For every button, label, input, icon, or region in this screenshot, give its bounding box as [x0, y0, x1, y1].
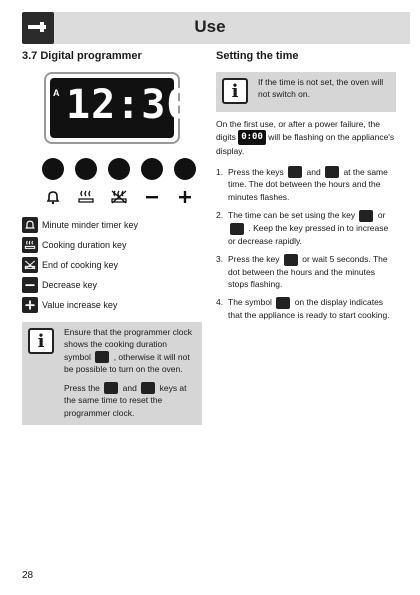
knob-button[interactable] [75, 158, 97, 180]
plus-icon [174, 188, 196, 206]
cooking-duration-icon [276, 297, 290, 309]
end-cooking-icon [284, 254, 298, 266]
intro-paragraph: On the first use, or after a power failure, the digits 0:00 will be flashing on the appliance's display. [216, 119, 395, 157]
end-cooking-icon [108, 188, 130, 206]
info-paragraph: Ensure that the programmer clock shows the cooking duration symbol , otherwise it will not be possible to turn on the oven. [64, 327, 193, 375]
key-label: End of cooking key [42, 260, 119, 270]
list-item: 2. The time can be set using the key or . Keep the key pressed in to increase or decrease rapidly. [216, 210, 389, 246]
list-item: 4. The symbol on the display indicates that the appliance is ready to start cooking. [216, 297, 390, 320]
minus-icon [22, 277, 38, 293]
left-column [22, 50, 202, 425]
section-title: 3.7 Digital programmer [22, 50, 142, 62]
knob-button[interactable] [141, 158, 163, 180]
bell-icon [22, 217, 38, 233]
knob-button[interactable] [108, 158, 130, 180]
list-item: 3. Press the key or wait 5 seconds. The dot between the hours and the minutes stops flashing. [216, 253, 388, 289]
end-cooking-icon [141, 382, 155, 394]
plus-icon [22, 297, 38, 313]
list-item [22, 216, 202, 234]
key-label: Cooking duration key [42, 240, 127, 250]
minus-icon [359, 210, 373, 222]
list-item [22, 296, 202, 314]
right-column [216, 50, 396, 327]
info-icon: i [28, 328, 54, 354]
key-label: Decrease key [42, 280, 98, 290]
cooking-duration-icon [288, 166, 302, 178]
header-title: Use [194, 17, 226, 36]
info-icon: i [222, 78, 248, 104]
end-cooking-icon [325, 166, 339, 178]
info-note [22, 322, 202, 425]
page-header [0, 12, 420, 44]
info-note: i If the time is not set, the oven will not switch on. [216, 72, 396, 112]
cooking-duration-icon [104, 382, 118, 394]
key-label: Minute minder timer key [42, 220, 139, 230]
bell-icon [42, 188, 64, 206]
page-number: 28 [22, 570, 34, 581]
step-list [216, 166, 396, 322]
end-cooking-icon [22, 257, 38, 273]
display-letter: A [53, 88, 60, 98]
programmer-display [44, 72, 192, 144]
cooking-duration-icon [95, 351, 109, 363]
list-item [22, 256, 202, 274]
key-legend [22, 216, 202, 314]
cooking-duration-icon [22, 237, 38, 253]
list-item [22, 276, 202, 294]
key-label: Value increase key [42, 300, 118, 310]
programmer-keys [42, 158, 202, 180]
minus-icon [141, 188, 163, 206]
key-icon-row [42, 188, 202, 206]
section-title: Setting the time [216, 50, 299, 62]
plus-icon [230, 223, 244, 235]
knob-button[interactable] [42, 158, 64, 180]
cooking-duration-icon [75, 188, 97, 206]
display-digits: 0:00 [238, 130, 266, 145]
info-paragraph: Press the and keys at the same time to reset the programmer clock. [64, 382, 187, 418]
display-time: 12:30 [66, 82, 192, 128]
list-item: 1. Press the keys and at the same time. The dot between the hours and the minutes flashes. [216, 166, 388, 202]
knob-button[interactable] [174, 158, 196, 180]
list-item [22, 236, 202, 254]
